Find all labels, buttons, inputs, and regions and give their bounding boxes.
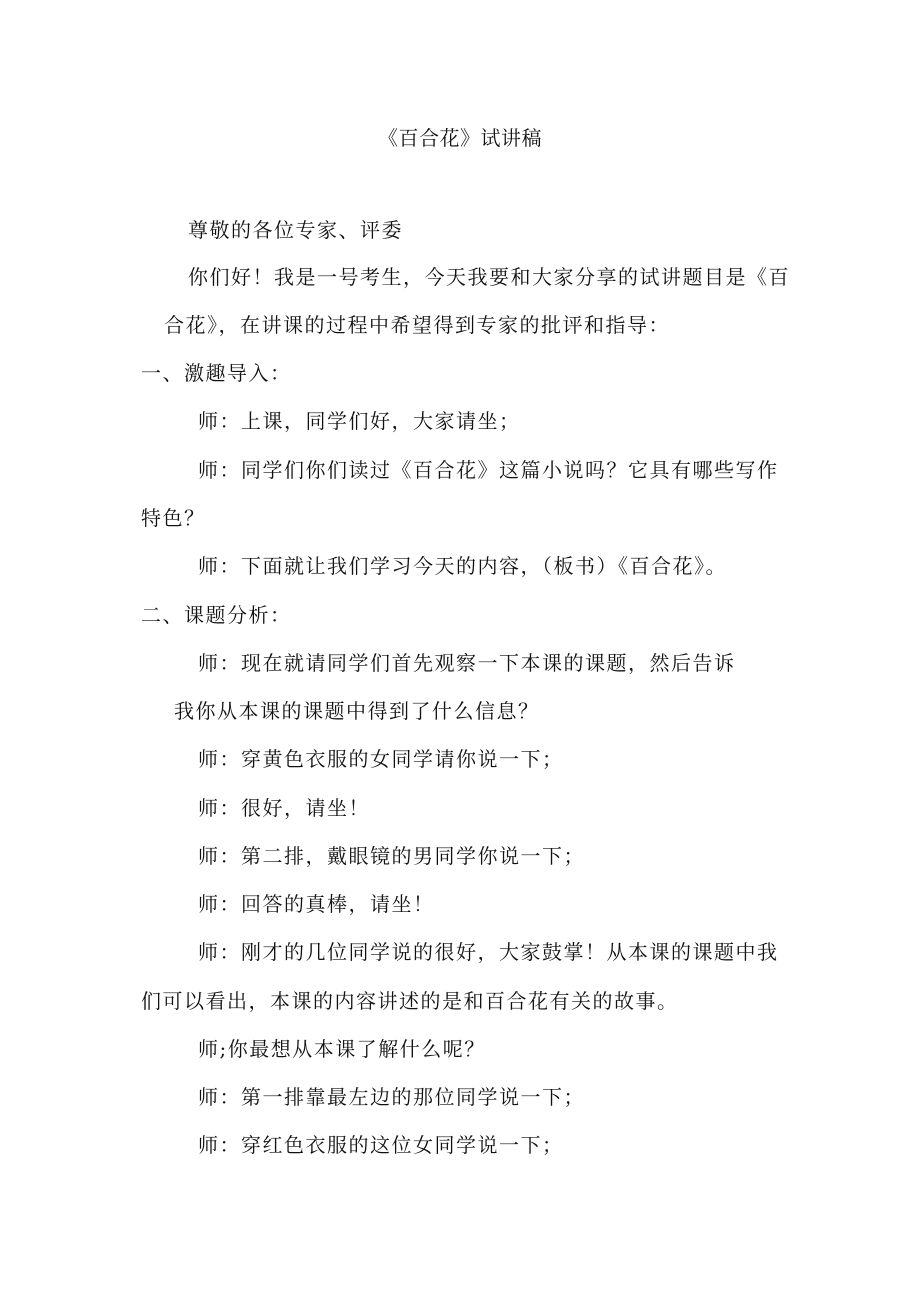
paragraph-line: 我你从本课的课题中得到了什么信息？ [174,699,540,723]
greeting-line: 尊敬的各位专家、评委 [188,218,403,242]
paragraph-line: 师：现在就请同学们首先观察一下本课的课题，然后告诉 [198,651,736,675]
paragraph-line: 师：同学们你们读过《百合花》这篇小说吗？它具有哪些写作 [198,458,779,482]
paragraph-line: 师：刚才的几位同学说的很好，大家鼓掌！从本课的课题中我 [198,940,779,964]
paragraph-line: 你们好！我是一号考生，今天我要和大家分享的试讲题目是《百 [188,265,790,289]
paragraph-line: 合花》，在讲课的过程中希望得到专家的批评和指导： [164,313,670,337]
paragraph-line: 师：第一排靠最左边的那位同学说一下； [198,1085,585,1109]
paragraph-line: 师：回答的真棒，请坐！ [198,892,435,916]
section-heading: 一、激趣导入： [141,361,292,385]
paragraph-line: 师：穿红色衣服的这位女同学说一下； [198,1133,564,1157]
paragraph-line: 师：第二排，戴眼镜的男同学你说一下； [198,844,585,868]
paragraph-line: 们可以看出，本课的内容讲述的是和百合花有关的故事。 [141,989,679,1013]
paragraph-line: 师：穿黄色衣服的女同学请你说一下； [198,747,564,771]
paragraph-line: 特色？ [141,506,206,530]
paragraph-line: 师;你最想从本课了解什么呢？ [198,1037,486,1061]
paragraph-line: 师：下面就让我们学习今天的内容，（板书）《百合花》。 [198,554,727,578]
section-heading: 二、课题分析： [141,603,292,627]
document-title: 《百合花》试讲稿 [378,126,542,150]
paragraph-line: 师：很好，请坐！ [198,796,370,820]
paragraph-line: 师：上课，同学们好，大家请坐； [198,409,521,433]
